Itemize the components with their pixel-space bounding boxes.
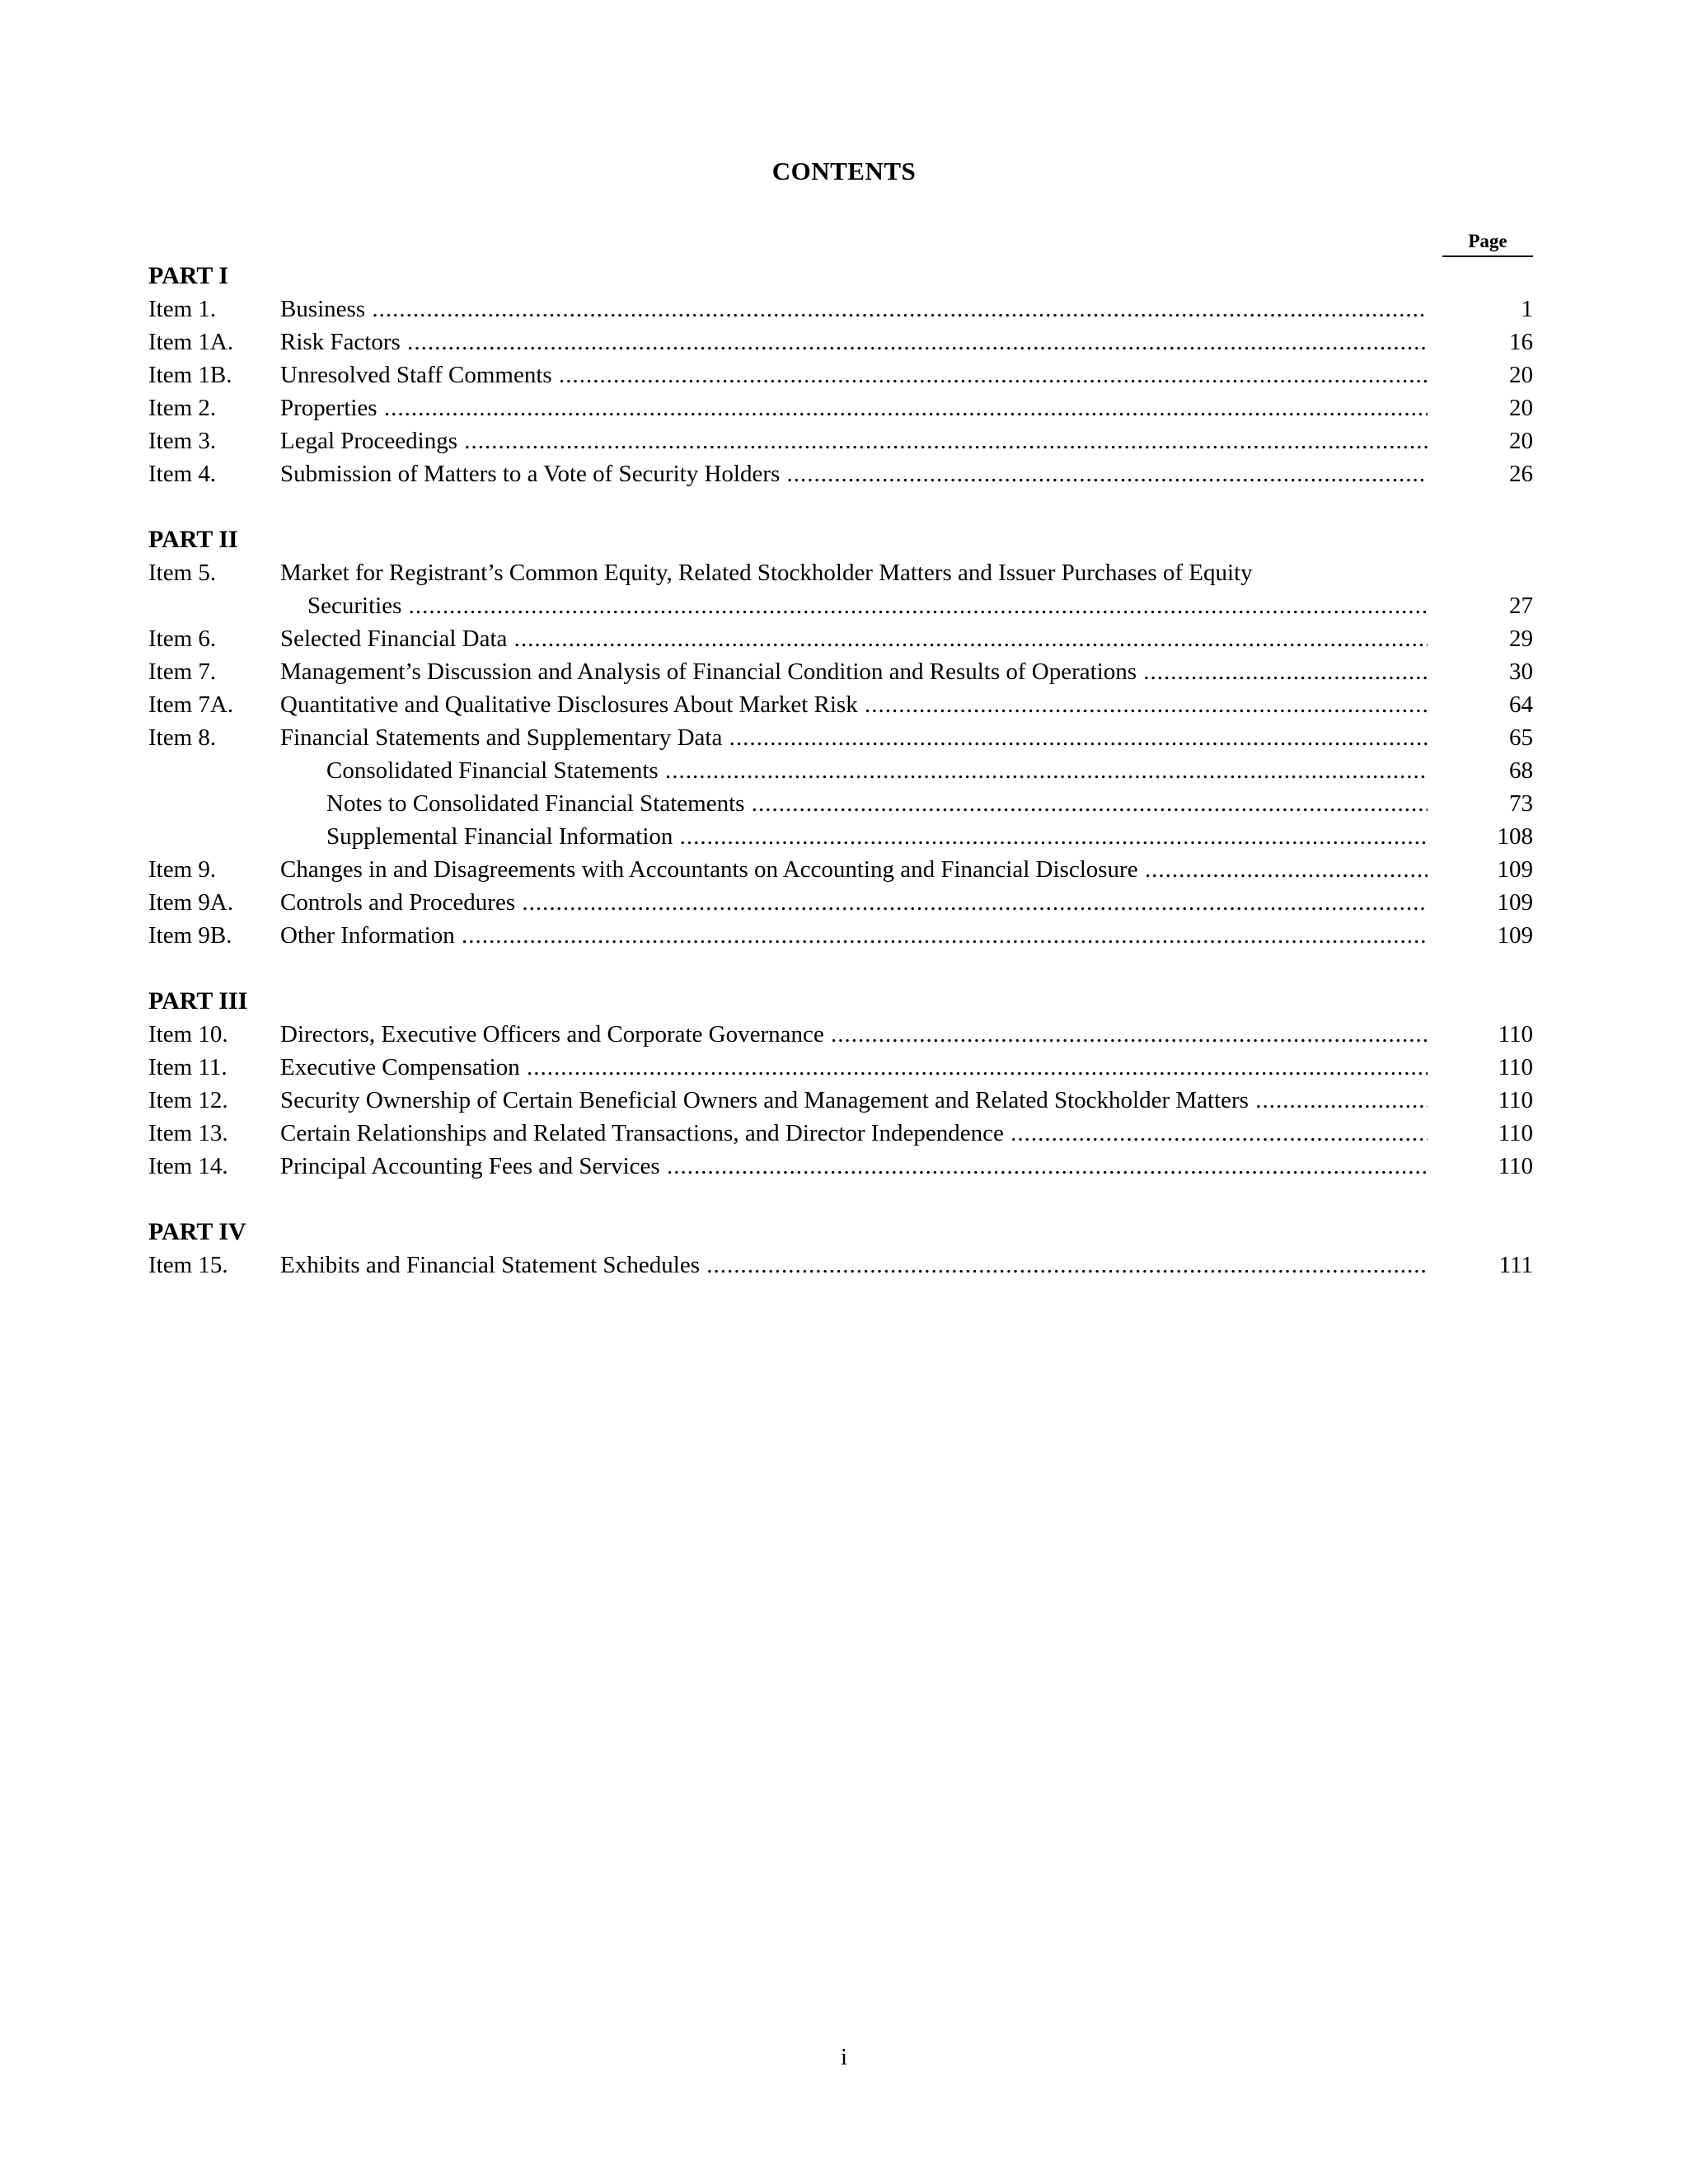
item-title: Business ..... <box>280 296 1428 322</box>
part-label: PART III <box>148 987 248 1015</box>
toc-entry[interactable] <box>148 556 1533 622</box>
toc-part <box>148 1216 1533 1282</box>
item-title: Other Information ..... <box>280 922 1428 949</box>
item-title-leader <box>326 820 1428 853</box>
part-label: PART I <box>148 262 229 289</box>
item-title: Notes to Consolidated Financial Statements ..... <box>326 790 1428 817</box>
toc-entry[interactable] <box>148 919 1533 952</box>
item-page-number: 73 <box>1509 790 1533 817</box>
item-title: Certain Relationships and Related Transactions, and Director Independence ..... <box>280 1120 1428 1146</box>
toc-entry[interactable] <box>148 1051 1533 1084</box>
item-number: Item 9B. <box>148 922 232 949</box>
toc-entry[interactable] <box>148 1018 1533 1051</box>
item-title-leader <box>280 457 1428 490</box>
item-title: Unresolved Staff Comments ..... <box>280 362 1428 388</box>
item-page-number: 110 <box>1498 1153 1533 1179</box>
item-title: Submission of Matters to a Vote of Security Holders ..... <box>280 461 1428 487</box>
item-title: Selected Financial Data ..... <box>280 626 1428 652</box>
item-page-number: 30 <box>1509 658 1533 685</box>
item-number: Item 3. <box>148 428 217 454</box>
item-title-leader <box>280 1051 1428 1084</box>
item-title-leader <box>280 853 1428 886</box>
item-page-number: 20 <box>1509 362 1533 388</box>
item-title: Changes in and Disagreements with Accountants on Accounting and Financial Disclosure ..... <box>280 856 1428 883</box>
item-number: Item 12. <box>148 1087 228 1113</box>
item-page-number: 109 <box>1497 856 1533 883</box>
item-title: Legal Proceedings ..... <box>280 428 1428 454</box>
item-title-leader <box>280 688 1428 721</box>
toc-part <box>148 985 1533 1183</box>
toc-entry[interactable] <box>148 359 1533 391</box>
item-title-leader <box>280 1018 1428 1051</box>
toc-entry[interactable] <box>148 721 1533 754</box>
item-page-number: 20 <box>1509 395 1533 421</box>
item-title-leader <box>280 391 1428 424</box>
toc-entry[interactable] <box>148 1117 1533 1150</box>
toc-subentry[interactable] <box>148 754 1533 787</box>
item-title-leader <box>280 886 1428 919</box>
item-page-number: 1 <box>1521 296 1533 322</box>
item-title: Supplemental Financial Information ..... <box>326 823 1428 850</box>
item-title: Executive Compensation ..... <box>280 1054 1428 1080</box>
item-title: Directors, Executive Officers and Corporate Governance ..... <box>280 1021 1428 1047</box>
item-title-leader <box>307 589 1428 622</box>
toc-entry[interactable] <box>148 424 1533 457</box>
item-title: Securities ..... <box>307 593 1428 619</box>
item-title: Exhibits and Financial Statement Schedules ..... <box>280 1252 1428 1278</box>
toc-subentry[interactable] <box>148 787 1533 820</box>
item-number: Item 1. <box>148 296 217 322</box>
item-title-line1: Market for Registrant’s Common Equity, Related Stockholder Matters and Issuer Purchases of Equity <box>280 560 1253 586</box>
item-title: Security Ownership of Certain Beneficial Owners and Management and Related Stockholder Matters ..... <box>280 1087 1428 1113</box>
item-number: Item 4. <box>148 461 217 487</box>
item-page-number: 29 <box>1509 626 1533 652</box>
toc-entry[interactable] <box>148 293 1533 326</box>
item-title: Risk Factors ..... <box>280 329 1428 355</box>
item-title-leader <box>280 293 1428 326</box>
item-title-leader <box>280 721 1428 754</box>
item-page-number: 109 <box>1497 889 1533 916</box>
table-of-contents <box>148 260 1533 1282</box>
item-page-number: 68 <box>1509 757 1533 784</box>
item-title: Financial Statements and Supplementary Data ..... <box>280 724 1428 751</box>
item-title-leader <box>280 919 1428 952</box>
item-title-leader <box>280 1117 1428 1150</box>
item-page-number: 110 <box>1498 1021 1533 1047</box>
toc-entry[interactable] <box>148 326 1533 359</box>
toc-entry[interactable] <box>148 457 1533 490</box>
item-title: Controls and Procedures ..... <box>280 889 1428 916</box>
footer-page-number: i <box>840 2044 848 2070</box>
item-page-number: 110 <box>1498 1087 1533 1113</box>
item-title: Quantitative and Qualitative Disclosures About Market Risk ..... <box>280 691 1428 718</box>
item-number: Item 9A. <box>148 889 234 916</box>
item-title: Properties ..... <box>280 395 1428 421</box>
item-page-number: 108 <box>1497 823 1533 850</box>
item-number: Item 7. <box>148 658 217 685</box>
item-title-leader <box>326 787 1428 820</box>
toc-entry[interactable] <box>148 391 1533 424</box>
item-title-leader <box>280 622 1428 655</box>
toc-part <box>148 523 1533 952</box>
item-page-number: 16 <box>1509 329 1533 355</box>
toc-subentry[interactable] <box>148 820 1533 853</box>
item-title-leader <box>280 1249 1428 1282</box>
item-number: Item 15. <box>148 1252 228 1278</box>
item-page-number: 65 <box>1509 724 1533 751</box>
item-title-leader <box>280 326 1428 359</box>
item-title: Consolidated Financial Statements ..... <box>326 757 1428 784</box>
part-label: PART II <box>148 526 238 553</box>
item-title-leader <box>280 655 1428 688</box>
item-number: Item 2. <box>148 395 217 421</box>
part-label: PART IV <box>148 1218 246 1245</box>
item-number: Item 9. <box>148 856 217 883</box>
toc-entry[interactable] <box>148 853 1533 886</box>
toc-entry[interactable] <box>148 1249 1533 1282</box>
item-title-leader <box>280 1150 1428 1183</box>
toc-entry[interactable] <box>148 886 1533 919</box>
item-number: Item 14. <box>148 1153 228 1179</box>
item-page-number: 64 <box>1509 691 1533 718</box>
item-page-number: 26 <box>1509 461 1533 487</box>
item-page-number: 110 <box>1498 1054 1533 1080</box>
item-number: Item 8. <box>148 724 217 751</box>
item-title-leader <box>326 754 1428 787</box>
item-number: Item 1B. <box>148 362 232 388</box>
toc-entry[interactable] <box>148 622 1533 655</box>
item-page-number: 110 <box>1498 1120 1533 1146</box>
item-title-leader <box>280 424 1428 457</box>
toc-part <box>148 260 1533 490</box>
item-title: Management’s Discussion and Analysis of Financial Condition and Results of Operations ..... <box>280 658 1428 685</box>
item-page-number: 20 <box>1509 428 1533 454</box>
item-number: Item 10. <box>148 1021 228 1047</box>
item-number: Item 1A. <box>148 329 234 355</box>
page-column-header: Page <box>1442 231 1533 257</box>
item-title-leader <box>280 359 1428 391</box>
item-number: Item 11. <box>148 1054 227 1080</box>
toc-entry[interactable] <box>148 655 1533 688</box>
item-page-number: 109 <box>1497 922 1533 949</box>
item-number: Item 7A. <box>148 691 234 718</box>
page-title: CONTENTS <box>771 157 917 185</box>
toc-entry[interactable] <box>148 1084 1533 1117</box>
item-page-number: 111 <box>1498 1252 1533 1278</box>
item-title-leader <box>280 1084 1428 1117</box>
item-number: Item 6. <box>148 626 217 652</box>
item-page-number: 27 <box>1509 593 1533 619</box>
toc-entry[interactable] <box>148 1150 1533 1183</box>
item-number: Item 5. <box>148 560 217 586</box>
item-number: Item 13. <box>148 1120 228 1146</box>
item-title: Principal Accounting Fees and Services ..... <box>280 1153 1428 1179</box>
toc-entry[interactable] <box>148 688 1533 721</box>
